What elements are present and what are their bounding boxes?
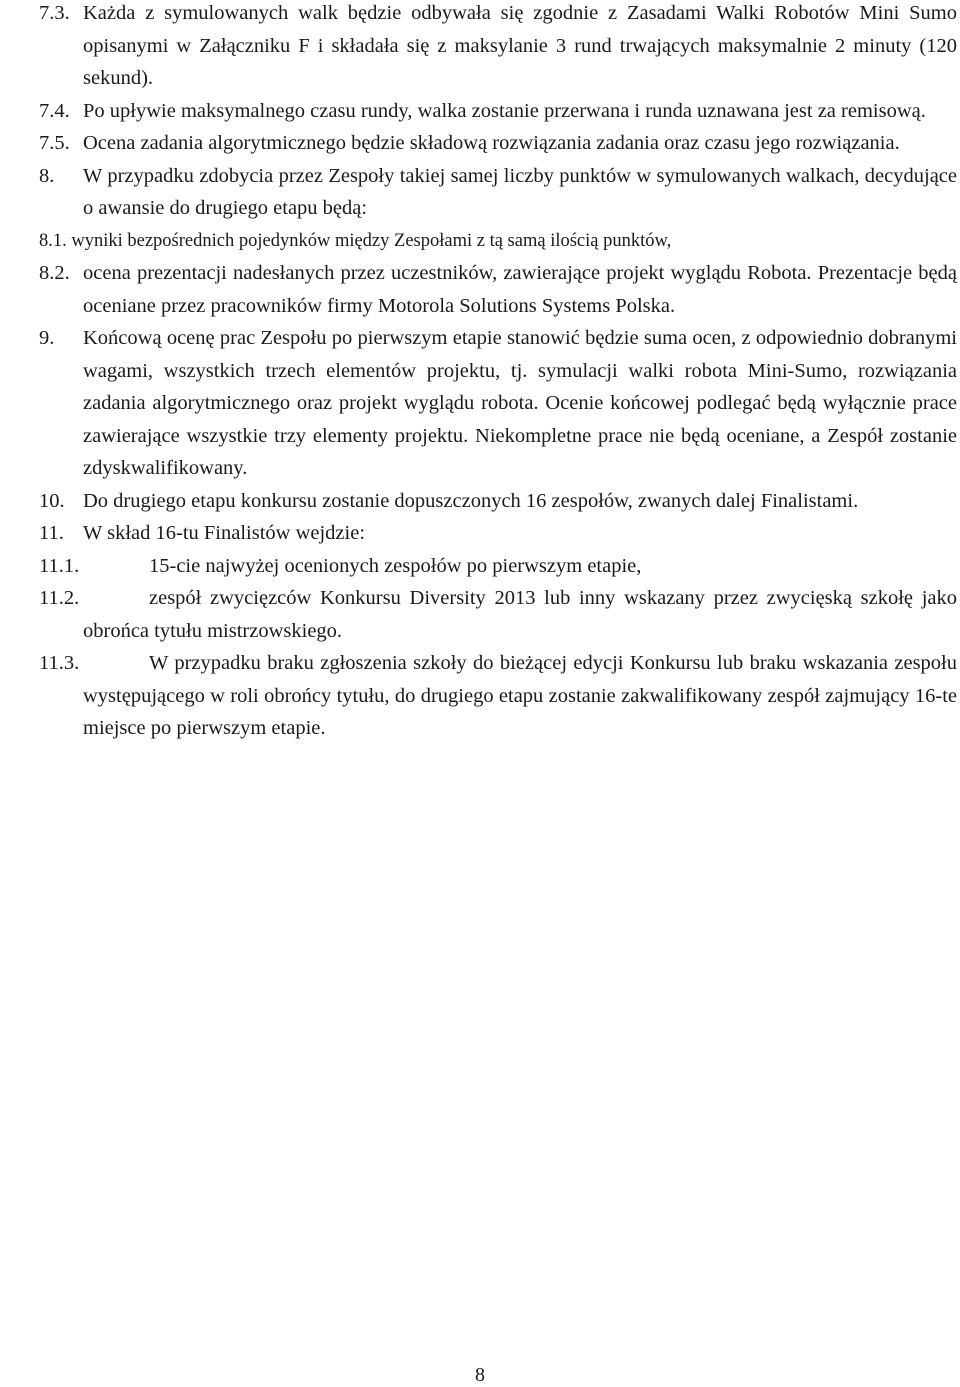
clause-11-1 <box>39 550 957 583</box>
clause-number: 11. <box>39 522 64 544</box>
clause-number: 11.1. <box>39 554 80 577</box>
clause-number: 8.2. <box>39 262 70 284</box>
clause-text: ocena prezentacji nadesłanych przez uczestników, zawierające projekt wyglądu Robota. Prezentacje będą oceniane przez pracowników firmy Motorola Solutions Systems Polska. <box>83 262 957 317</box>
clause-9 <box>39 322 957 485</box>
clause-text: Ocena zadania algorytmicznego będzie składową rozwiązania zadania oraz czasu jego rozwiązania. <box>83 132 900 154</box>
clause-number: 7.5. <box>39 132 70 154</box>
clause-text: W przypadku braku zgłoszenia szkoły do bieżącej edycji Konkursu lub braku wskazania zespołu występującego w roli obrońcy tytułu, do drugiego etapu zostanie zakwalifikowany zespół zajmujący 16-te miejsce po pierwszym etapie. <box>83 652 957 739</box>
clause-text: W skład 16-tu Finalistów wejdzie: <box>83 522 366 544</box>
clause-number: 8. <box>39 164 55 187</box>
clause-text: W przypadku zdobycia przez Zespoły takiej samej liczby punktów w symulowanych walkach, decydujące o awansie do drugiego etapu będą: <box>83 164 957 219</box>
clause-text: wyniki bezpośrednich pojedynków między Zespołami z tą samą ilością punktów, <box>71 230 672 251</box>
clause-number: 11.2. <box>39 587 80 609</box>
clause-text: 15-cie najwyżej ocenionych zespołów po pierwszym etapie, <box>149 554 642 577</box>
clause-number: 7.4. <box>39 99 70 122</box>
clause-number: 9. <box>39 327 55 349</box>
clause-text: Po upływie maksymalnego czasu rundy, walka zostanie przerwana i runda uznawana jest za remisową. <box>83 99 926 122</box>
clause-text: Do drugiego etapu konkursu zostanie dopuszczonych 16 zespołów, zwanych dalej Finalistami. <box>83 489 859 512</box>
clause-text: Każda z symulowanych walk będzie odbywała się zgodnie z Zasadami Walki Robotów Mini Sumo opisanymi w Załączniku F i składała się z maksylanie 3 rund trwających maksymalnie 2 minuty (120 sekund). <box>83 2 957 89</box>
clause-text: zespół zwycięzców Konkursu Diversity 2013 lub inny wskazany przez zwycięską szkołę jako obrońca tytułu mistrzowskiego. <box>83 587 957 642</box>
clause-number: 7.3. <box>39 2 70 24</box>
clause-11-3 <box>39 647 957 745</box>
document-body <box>39 0 957 745</box>
clause-number: 8.1. <box>39 230 67 251</box>
clause-number: 11.3. <box>39 652 80 674</box>
clause-7-5 <box>39 127 957 160</box>
clause-11-2 <box>39 582 957 647</box>
clause-7-4 <box>39 95 957 128</box>
clause-8 <box>39 160 957 225</box>
clause-8-2 <box>39 257 957 322</box>
clause-number: 10. <box>39 489 65 512</box>
clause-8-1 <box>39 225 957 258</box>
clause-text: Końcową ocenę prac Zespołu po pierwszym etapie stanowić będzie suma ocen, z odpowiednio dobranymi wagami, wszystkich trzech elementów projektu, tj. symulacji walki robota Mini-Sumo, rozwiązania zadania algorytmicznego oraz projekt wyglądu robota. Ocenie końcowej podlegać będą wyłącznie prace zawierające wszystkie trzy elementy projektu. Niekompletne prace nie będą oceniane, a Zespół zostanie zdyskwalifikowany. <box>83 327 957 479</box>
clause-11 <box>39 517 957 550</box>
clause-10 <box>39 485 957 518</box>
clause-7-3 <box>39 0 957 95</box>
page-number: 8 <box>475 1364 485 1386</box>
